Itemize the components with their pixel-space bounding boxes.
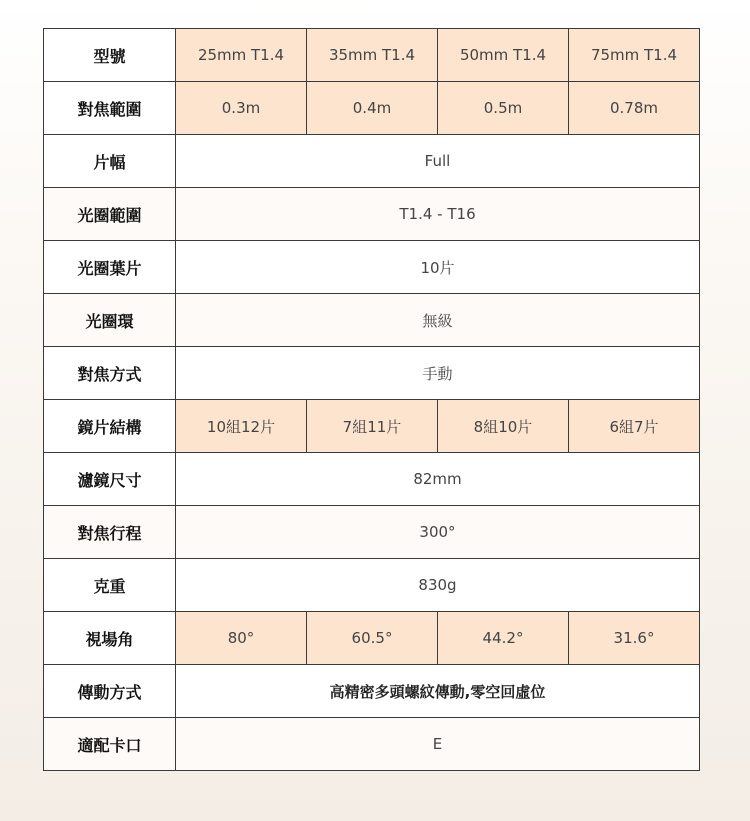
row-label: 光圈範圍 [44, 188, 176, 241]
cell-value: 無級 [176, 294, 700, 347]
row-label: 傳動方式 [44, 665, 176, 718]
cell-value: 35mm T1.4 [307, 29, 438, 82]
cell-value: 6組7片 [569, 400, 700, 453]
table-row-min-focus [44, 82, 700, 135]
cell-value: 7組11片 [307, 400, 438, 453]
cell-value: 50mm T1.4 [438, 29, 569, 82]
table-row-mount [44, 718, 700, 771]
cell-value: 0.3m [176, 82, 307, 135]
cell-value: E [176, 718, 700, 771]
row-label: 片幅 [44, 135, 176, 188]
table-row-weight [44, 559, 700, 612]
cell-value: T1.4 - T16 [176, 188, 700, 241]
cell-value: 44.2° [438, 612, 569, 665]
row-label: 型號 [44, 29, 176, 82]
cell-value: Full [176, 135, 700, 188]
cell-value: 80° [176, 612, 307, 665]
row-label: 光圈環 [44, 294, 176, 347]
cell-value: 830g [176, 559, 700, 612]
cell-value: 0.4m [307, 82, 438, 135]
table-row-aperture-blades [44, 241, 700, 294]
row-label: 對焦行程 [44, 506, 176, 559]
cell-value: 75mm T1.4 [569, 29, 700, 82]
row-label: 光圈葉片 [44, 241, 176, 294]
table-row-aperture-ring [44, 294, 700, 347]
row-label: 濾鏡尺寸 [44, 453, 176, 506]
row-label: 適配卡口 [44, 718, 176, 771]
row-label: 鏡片結構 [44, 400, 176, 453]
cell-value: 10片 [176, 241, 700, 294]
cell-value: 60.5° [307, 612, 438, 665]
row-label: 對焦方式 [44, 347, 176, 400]
cell-value: 0.78m [569, 82, 700, 135]
table-row-model [44, 29, 700, 82]
table-row-filter-size [44, 453, 700, 506]
table-row-aperture-range [44, 188, 700, 241]
row-label: 視場角 [44, 612, 176, 665]
table-row-drive [44, 665, 700, 718]
cell-value: 10組12片 [176, 400, 307, 453]
table-row-field-of-view [44, 612, 700, 665]
cell-value: 手動 [176, 347, 700, 400]
cell-value: 31.6° [569, 612, 700, 665]
table-row-format [44, 135, 700, 188]
cell-value: 0.5m [438, 82, 569, 135]
cell-value: 300° [176, 506, 700, 559]
table-row-lens-structure [44, 400, 700, 453]
cell-value: 25mm T1.4 [176, 29, 307, 82]
row-label: 對焦範圍 [44, 82, 176, 135]
row-label: 克重 [44, 559, 176, 612]
cell-value: 82mm [176, 453, 700, 506]
table-row-focus-mode [44, 347, 700, 400]
cell-value: 高精密多頭螺紋傳動,零空回虛位 [176, 665, 700, 718]
cell-value: 8組10片 [438, 400, 569, 453]
table-row-focus-travel [44, 506, 700, 559]
spec-table [43, 28, 700, 771]
